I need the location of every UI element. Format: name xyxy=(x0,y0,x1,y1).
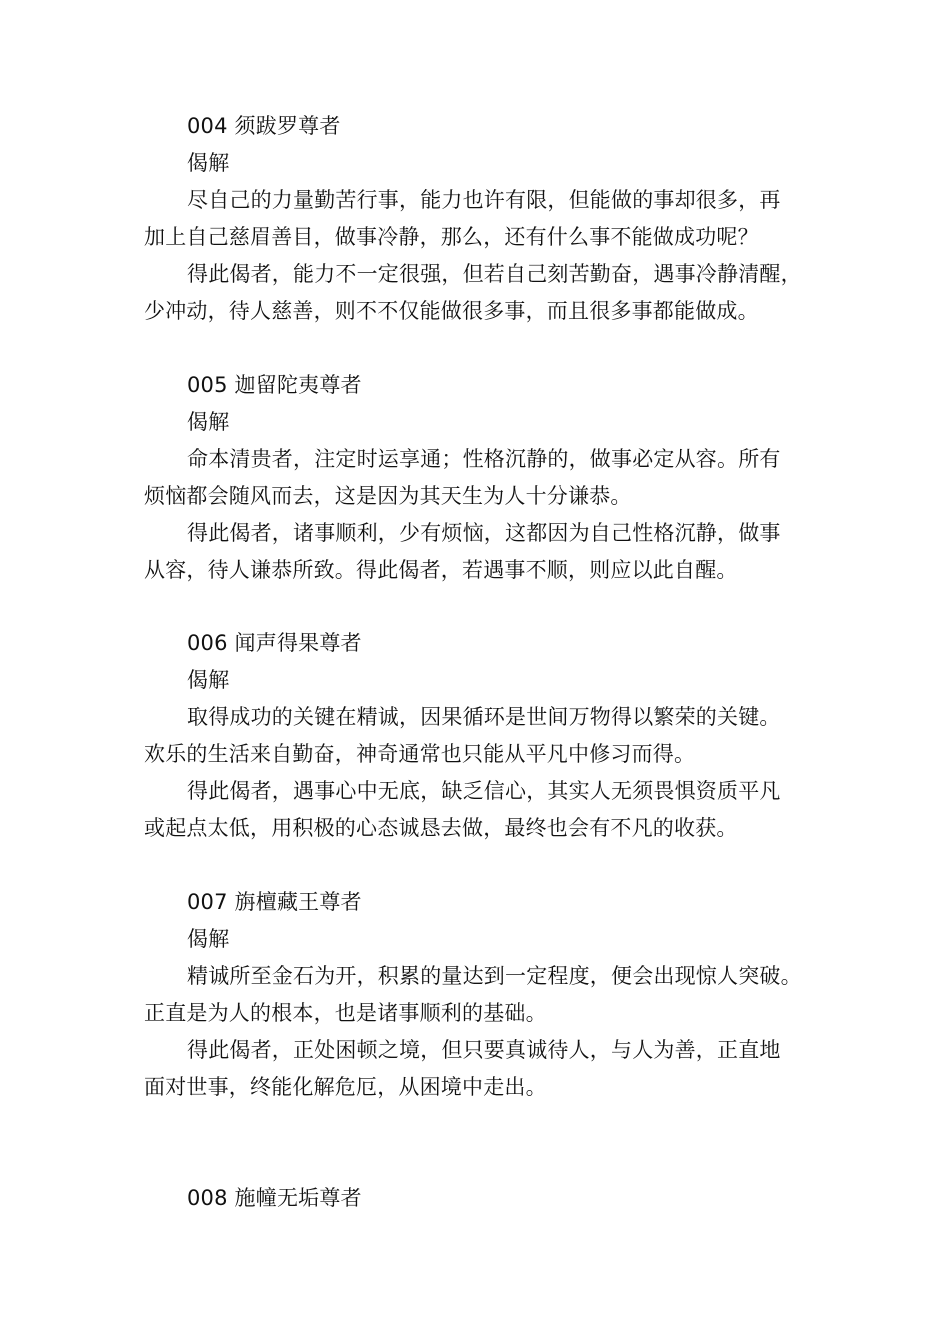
text-line: 精诚所至金石为开，积累的量达到一定程度，便会出现惊人突破。 xyxy=(187,964,802,988)
text-line: 得此偈者，正处困顿之境，但只要真诚待人，与人为善，正直地 xyxy=(187,1038,781,1062)
text-line: 得此偈者，能力不一定很强，但若自己刻苦勤奋，遇事冷静清醒， xyxy=(187,262,802,286)
text-line: 面对世事，终能化解危厄，从困境中走出。 xyxy=(144,1075,547,1099)
paragraph-explanation xyxy=(144,441,824,515)
text-line: 少冲动，待人慈善，则不不仅能做很多事，而且很多事都能做成。 xyxy=(144,299,759,323)
entry-title: 008 施幢无垢尊者 xyxy=(187,1186,362,1210)
entry-title: 007 旃檀藏王尊者 xyxy=(187,890,362,914)
entry-004 xyxy=(144,108,824,330)
text-line: 欢乐的生活来自勤奋，神奇通常也只能从平凡中修习而得。 xyxy=(144,742,696,766)
entry-007 xyxy=(144,884,824,1106)
entry-label: 偈解 xyxy=(187,927,230,951)
entry-label: 偈解 xyxy=(187,668,230,692)
text-line: 命本清贵者，注定时运享通；性格沉静的，做事必定从容。所有 xyxy=(187,447,781,471)
entry-006 xyxy=(144,625,824,847)
text-line: 尽自己的力量勤苦行事，能力也许有限，但能做的事却很多，再 xyxy=(187,188,781,212)
text-line: 从容，待人谦恭所致。得此偈者，若遇事不顺，则应以此自醒。 xyxy=(144,558,738,582)
paragraph-fortune xyxy=(144,773,824,847)
text-line: 取得成功的关键在精诚，因果循环是世间万物得以繁荣的关键。 xyxy=(187,705,781,729)
entry-title: 005 迦留陀夷尊者 xyxy=(187,373,362,397)
paragraph-explanation xyxy=(144,182,824,256)
paragraph-fortune xyxy=(144,256,824,330)
entry-008 xyxy=(144,1180,824,1217)
entry-label: 偈解 xyxy=(187,410,230,434)
paragraph-explanation xyxy=(144,699,824,773)
entry-title: 004 须跋罗尊者 xyxy=(187,114,341,138)
entry-005 xyxy=(144,367,824,589)
paragraph-fortune xyxy=(144,1032,824,1106)
entry-title: 006 闻声得果尊者 xyxy=(187,631,362,655)
text-line: 或起点太低，用积极的心态诚恳去做，最终也会有不凡的收获。 xyxy=(144,816,738,840)
text-line: 得此偈者，诸事顺利，少有烦恼，这都因为自己性格沉静，做事 xyxy=(187,521,781,545)
text-line: 得此偈者，遇事心中无底，缺乏信心，其实人无须畏惧资质平凡 xyxy=(187,779,781,803)
paragraph-explanation xyxy=(144,958,824,1032)
text-line: 加上自己慈眉善目，做事冷静，那么，还有什么事不能做成功呢？ xyxy=(144,225,759,249)
entry-label: 偈解 xyxy=(187,151,230,175)
paragraph-fortune xyxy=(144,515,824,589)
text-line: 正直是为人的根本，也是诸事顺利的基础。 xyxy=(144,1001,547,1025)
text-line: 烦恼都会随风而去，这是因为其天生为人十分谦恭。 xyxy=(144,484,632,508)
